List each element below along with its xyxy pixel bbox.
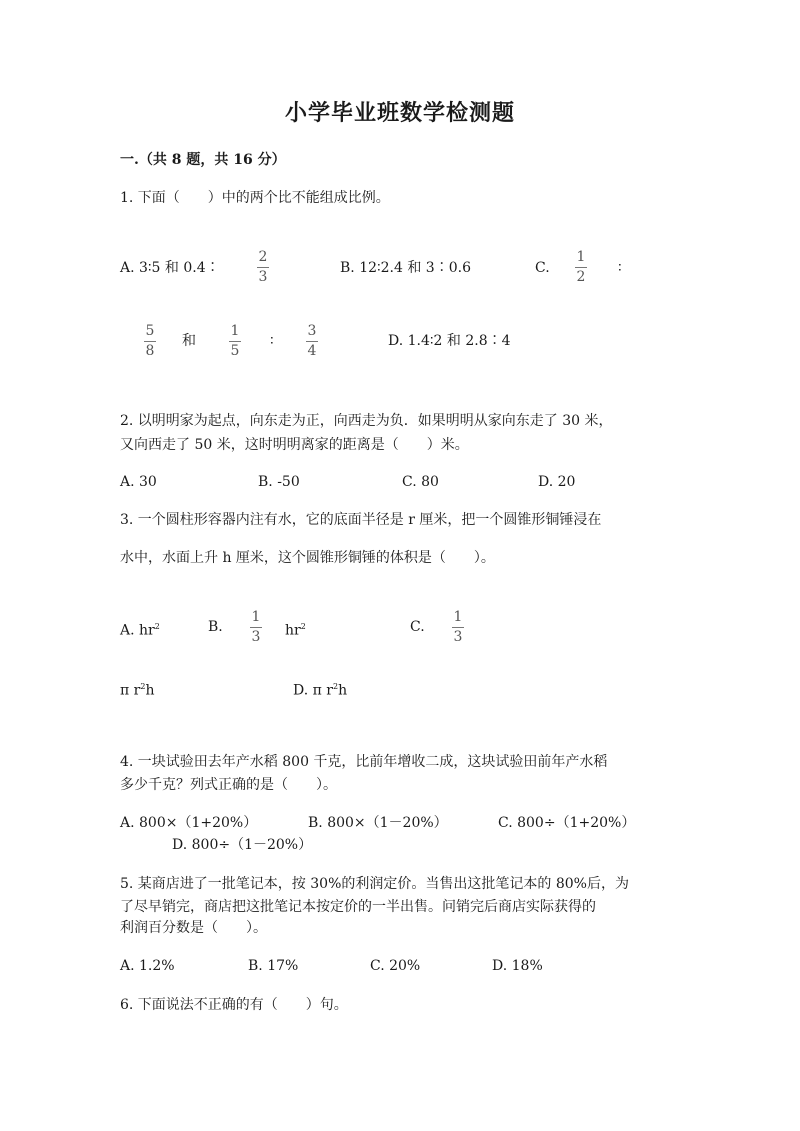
q1-option-a: A. 3∶5 和 0.4∶ [120,260,220,276]
q1-option-c-fraction-3 [229,324,241,359]
q1-option-b: B. 12∶2.4 和 3∶0.6 [340,260,471,276]
q3-option-c-h: h [145,682,155,699]
denominator: 3 [251,629,261,645]
q1-option-c-colon: ∶ [618,260,622,276]
numerator: 3 [307,323,317,339]
denominator: 3 [453,629,463,645]
q3-option-c-fraction [452,610,464,645]
q3-option-d-h: h [338,682,348,699]
q3-option-c: C. [410,619,425,635]
q1-option-c-fraction-2 [144,324,156,359]
q3-option-b-tail-text: hr [285,622,301,639]
q5-option-b: B. 17% [248,958,299,974]
q3-option-d [293,677,347,701]
q3-option-a-text: A. hr [120,622,155,639]
numerator: 1 [251,609,261,625]
q1-option-c: C. [535,260,550,276]
superscript: 2 [332,682,339,691]
numerator: 1 [230,323,240,339]
q5-option-a: A. 1.2% [120,958,175,974]
q3-option-a [120,617,160,641]
superscript: 2 [300,622,306,631]
q1-option-a-fraction [257,250,269,285]
section-heading: 一.（共 8 题，共 16 分） [120,152,286,168]
question-1-stem: 1. 下面（ ）中的两个比不能组成比例。 [120,190,390,206]
denominator: 8 [145,343,155,359]
superscript: 2 [154,622,160,631]
question-2-stem-line-2: 又向西走了 50 米，这时明明离家的距离是（ ）米。 [120,437,469,453]
question-3-stem-line-1: 3. 一个圆柱形容器内注有水，它的底面半径是 r 厘米，把一个圆锥形铜锤浸在 [120,512,602,528]
q3-option-d-text: D. π r [293,682,333,699]
question-3-stem-line-2: 水中，水面上升 h 厘米，这个圆锥形铜锤的体积是（ ）。 [120,550,495,566]
numerator: 2 [258,249,268,265]
q2-option-a: A. 30 [120,474,157,490]
question-2-stem-line-1: 2. 以明明家为起点，向东走为正，向西走为负．如果明明从家向东走了 30 米， [120,413,613,429]
q1-option-c-and: 和 [182,333,196,349]
question-4-stem-line-2: 多少千克？列式正确的是（ ）。 [120,777,337,793]
numerator: 1 [453,609,463,625]
q1-option-d: D. 1.4∶2 和 2.8∶4 [388,333,511,349]
question-5-stem-line-1: 5. 某商店进了一批笔记本，按 30%的利润定价。当售出这批笔记本的 80%后，为 [120,876,629,892]
question-5-stem-line-3: 利润百分数是（ ）。 [120,920,267,936]
question-5-stem-line-2: 了尽早销完，商店把这批笔记本按定价的一半出售。问销完后商店实际获得的 [120,899,596,915]
denominator: 3 [258,269,268,285]
q5-option-c: C. 20% [370,958,421,974]
superscript: 2 [140,682,146,691]
q2-option-c: C. 80 [402,474,439,490]
q5-option-d: D. 18% [492,958,543,974]
q4-option-c: C. 800÷（1+20%） [498,815,636,831]
question-6-stem: 6. 下面说法不正确的有（ ）句。 [120,997,348,1013]
q3-option-c-pi-r: π r [120,682,141,699]
q2-option-d: D. 20 [538,474,576,490]
q3-option-b: B. [208,619,223,635]
numerator: 5 [145,323,155,339]
q1-option-c-fraction-4 [306,324,318,359]
question-4-stem-line-1: 4. 一块试验田去年产水稻 800 千克，比前年增收二成，这块试验田前年产水稻 [120,754,608,770]
q4-option-b: B. 800×（1－20%） [308,815,448,831]
q1-option-c-fraction [575,250,587,285]
q4-option-a: A. 800×（1+20%） [120,815,258,831]
denominator: 2 [576,269,586,285]
denominator: 5 [230,343,240,359]
q4-option-d: D. 800÷（1－20%） [172,837,313,853]
q2-option-b: B. -50 [258,474,300,490]
numerator: 1 [576,249,586,265]
q1-option-c-colon-2: ∶ [270,333,274,349]
q3-option-c-continued [120,677,154,701]
denominator: 4 [307,343,317,359]
q3-option-b-fraction [250,610,262,645]
q3-option-b-tail [285,617,306,641]
page-title: 小学毕业班数学检测题 [284,100,515,126]
